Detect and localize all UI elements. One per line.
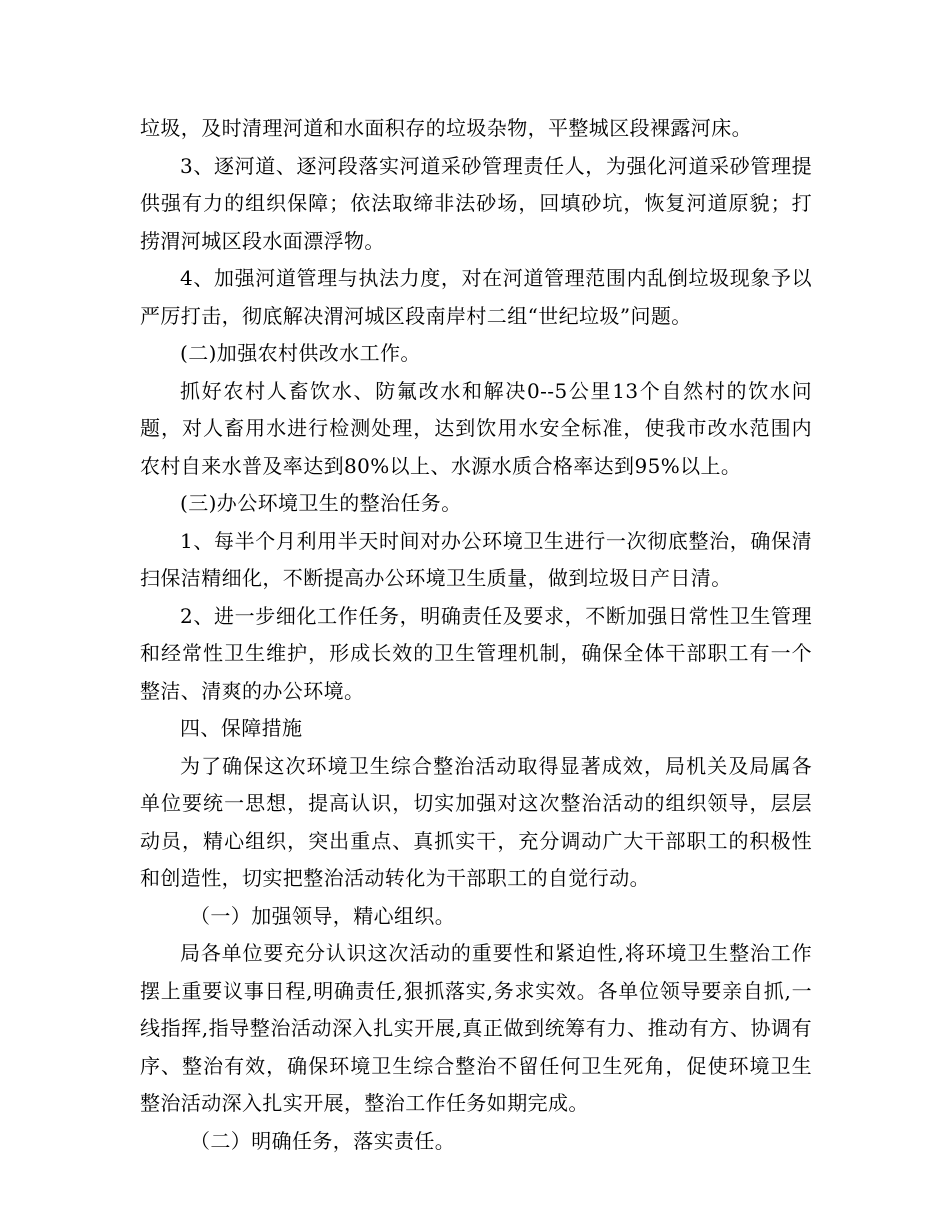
paragraph-12: 局各单位要充分认识这次活动的重要性和紧迫性,将环境卫生整治工作摆上重要议事日程,明确责任,狠抓落实,务求实效。各单位领导要亲自抓,一线指挥,指导整治活动深入扎实开展,真正做到统筹有力、推动有方、协调有序、整治有效，确保环境卫生综合整治不留任何卫生死角，促使环境卫生整治活动深入扎实开展，整治工作任务如期完成。: [140, 941, 812, 1115]
paragraph-7: 1、每半个月利用半天时间对办公环境卫生进行一次彻底整治，确保清扫保洁精细化，不断提高办公环境卫生质量，做到垃圾日产日清。: [140, 528, 812, 590]
section-heading-safeguards: 四、保障措施: [180, 716, 303, 740]
paragraph-1: 垃圾，及时清理河道和水面积存的垃圾杂物，平整城区段裸露河床。: [140, 116, 752, 140]
paragraph-3: 4、加强河道管理与执法力度，对在河道管理范围内乱倒垃圾现象予以严厉打击，彻底解决渭河城区段南岸村二组“世纪垃圾”问题。: [140, 266, 812, 328]
document-body: [140, 110, 812, 1160]
paragraph-8: 2、进一步细化工作任务，明确责任及要求，不断加强日常性卫生管理和经常性卫生维护，形成长效的卫生管理机制，确保全体干部职工有一个整洁、清爽的办公环境。: [140, 603, 812, 703]
section-heading-rural-water: (二)加强农村供改水工作。: [180, 341, 421, 365]
subsection-heading-responsibility: （二）明确任务，落实责任。: [190, 1128, 456, 1153]
section-heading-office-environment: (三)办公环境卫生的整治任务。: [180, 491, 462, 515]
paragraph-5: 抓好农村人畜饮水、防氟改水和解决0--5公里13个自然村的饮水问题，对人畜用水进行检测处理，达到饮用水安全标准，使我市改水范围内农村自来水普及率达到80%以上、水源水质合格率达到95%以上。: [140, 378, 812, 478]
paragraph-10: 为了确保这次环境卫生综合整治活动取得显著成效，局机关及局属各单位要统一思想，提高认识，切实加强对这次整治活动的组织领导，层层动员，精心组织，突出重点、真抓实干，充分调动广大干部职工的积极性和创造性，切实把整治活动转化为干部职工的自觉行动。: [140, 753, 812, 890]
subsection-heading-leadership: （一）加强领导，精心组织。: [190, 903, 456, 928]
paragraph-2: 3、逐河道、逐河段落实河道采砂管理责任人，为强化河道采砂管理提供强有力的组织保障；依法取缔非法砂场，回填砂坑，恢复河道原貌；打捞渭河城区段水面漂浮物。: [140, 153, 812, 253]
